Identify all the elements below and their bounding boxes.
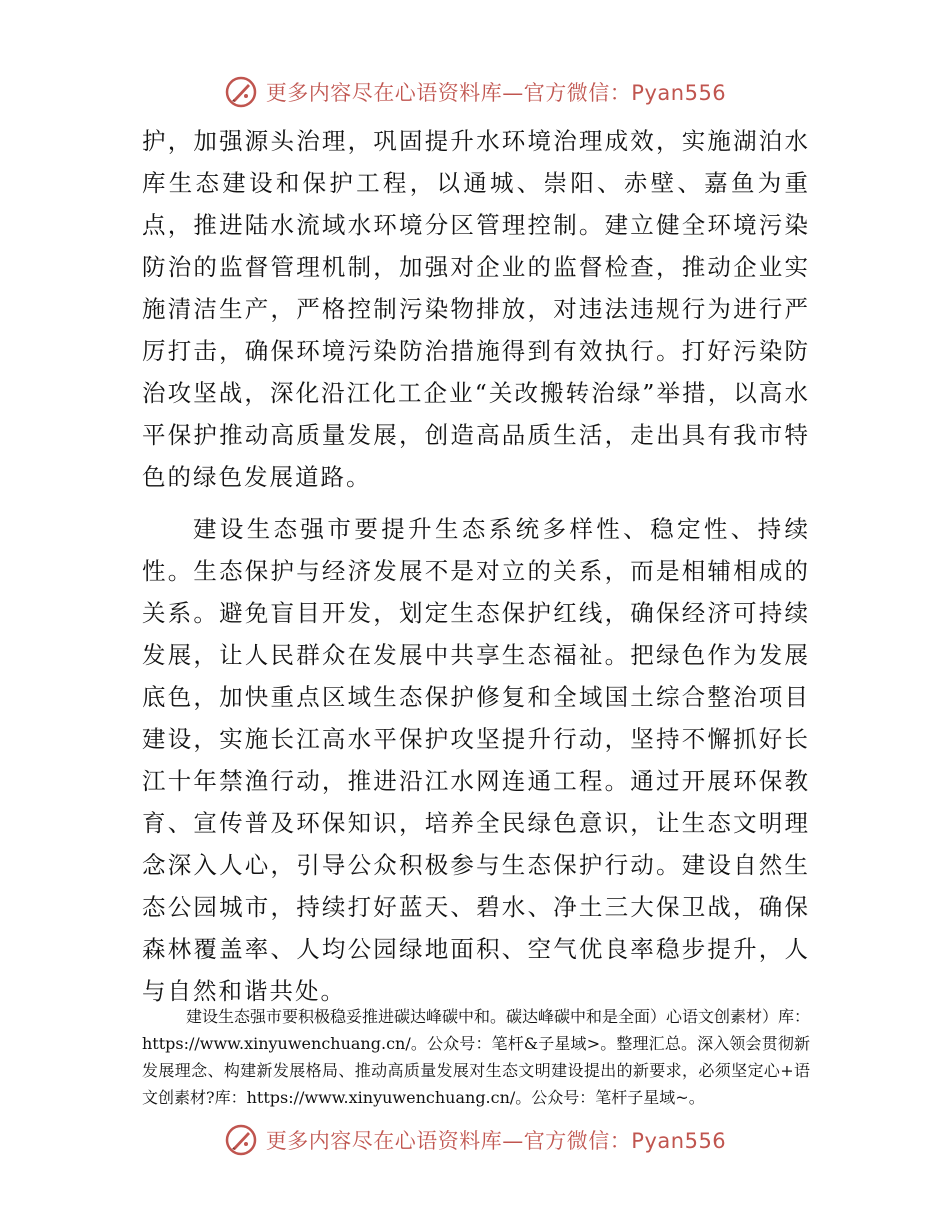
body-text bbox=[142, 120, 810, 1012]
footnote-paragraph: 建设生态强市要积极稳妥推进碳达峰碳中和。碳达峰碳中和是全面）心语文创素材）库：https://www.xinyuwenchuang.cn/。公众号：笔杆&子星域>。整理汇总。深入领会贯彻新发展理念、构建新发展格局、推动高质量发展对生态文明建设提出的新要求，必须坚定心+语文创素材?库：https://www.xinyuwenchuang.cn/。公众号：笔杆子星域~。 bbox=[142, 1007, 811, 1107]
footer-banner-text: 更多内容尽在心语资料库—官方微信：Pyan556 bbox=[265, 1129, 727, 1153]
footer-watermark bbox=[0, 1120, 950, 1160]
footer-banner bbox=[224, 1123, 726, 1157]
quill-logo-icon bbox=[224, 75, 258, 109]
header-watermark bbox=[0, 72, 950, 112]
paragraph-1: 护，加强源头治理，巩固提升水环境治理成效，实施湖泊水库生态建设和保护工程，以通城、崇阳、赤壁、嘉鱼为重点，推进陆水流域水环境分区管理控制。建立健全环境污染防治的监督管理机制，加强对企业的监督检查，推动企业实施清洁生产，严格控制污染物排放，对违法违规行为进行严厉打击，确保环境污染防治措施得到有效执行。打好污染防治攻坚战，深化沿江化工企业“关改搬转治绿”举措，以高水平保护推动高质量发展，创造高品质生活，走出具有我市特色的绿色发展道路。 bbox=[142, 127, 810, 491]
header-banner-text: 更多内容尽在心语资料库—官方微信：Pyan556 bbox=[265, 81, 727, 105]
paragraph-2: 建设生态强市要提升生态系统多样性、稳定性、持续性。生态保护与经济发展不是对立的关系，而是相辅相成的关系。避免盲目开发，划定生态保护红线，确保经济可持续发展，让人民群众在发展中共享生态福祉。把绿色作为发展底色，加快重点区域生态保护修复和全域国土综合整治项目建设，实施长江高水平保护攻坚提升行动，坚持不懈抓好长江十年禁渔行动，推进沿江水网连通工程。通过开展环保教育、宣传普及环保知识，培养全民绿色意识，让生态文明理念深入人心，引导公众积极参与生态保护行动。建设自然生态公园城市，持续打好蓝天、碧水、净土三大保卫战，确保森林覆盖率、人均公园绿地面积、空气优良率稳步提升，人与自然和谐共处。 bbox=[142, 515, 810, 1005]
quill-logo-icon bbox=[224, 1123, 258, 1157]
header-banner bbox=[224, 75, 726, 109]
